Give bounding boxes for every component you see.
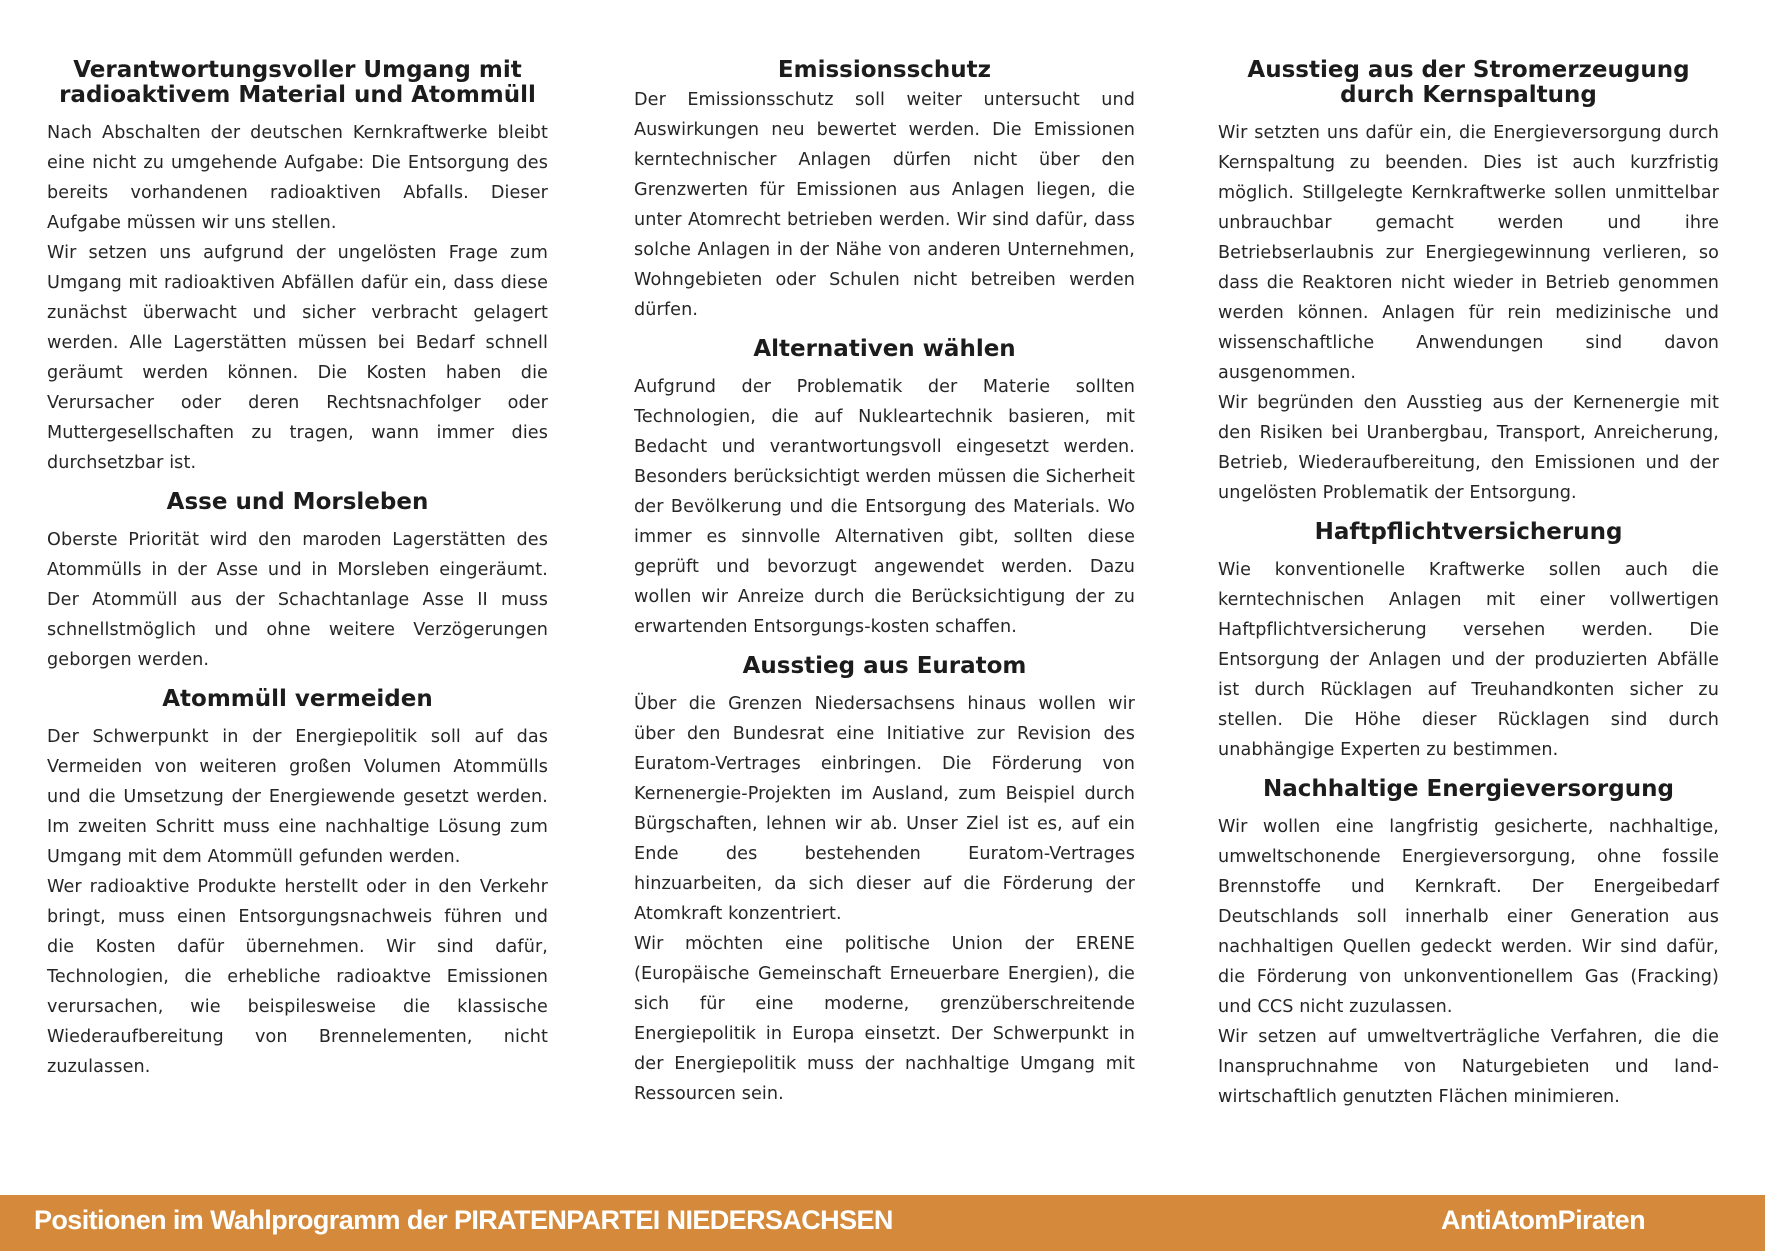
paragraph: Wir setzen uns aufgrund der ungelösten Frage zum Umgang mit radioaktiven Abfällen dafür ein, dass diese zunächst überwacht und sicher verbracht gelagert werden. Alle Lagerstätten müssen bei Bedarf schnell geräumt werden können. Die Kosten haben die Verursacher oder deren Rechtsnachfolger oder Muttergesellschaften zu tragen, wann immer dies durchsetzbar ist. <box>47 243 548 473</box>
footer-program-title: Positionen im Wahlprogramm der PIRATENPARTEI NIEDERSACHSEN <box>34 1205 893 1235</box>
section-heading: Atommüll vermeiden <box>162 686 433 712</box>
section-heading <box>47 58 548 108</box>
paragraph: Über die Grenzen Niedersachsens hinaus wollen wir über den Bundesrat eine Initiative zur Revision des Euratom-Vertrages einbringen. Die Förderung von Kernenergie-Projekten im Ausland, zum Beispiel durch Bürgschaften, lehnen wir ab. Unser Ziel ist es, auf ein Ende des bestehenden Euratom-Vertrages hinzuarbeiten, da sich dieser auf die Förderung der Atomkraft konzentriert. <box>634 694 1135 924</box>
paragraph: Wie konventionelle Kraftwerke sollen auch die kerntechnischen Anlagen mit einer vollwertigen Haftpflichtversicherung versehen werden. Die Entsorgung der Anlagen und der produzierten Abfälle ist durch Rücklagen auf Treuhandkonten sicher zu stellen. Die Höhe dieser Rücklagen sind durch unabhängige Experten zu bestimmen. <box>1218 560 1719 760</box>
section-ausstieg-aus-euratom <box>634 654 1135 1109</box>
section-heading <box>1218 58 1719 108</box>
heading-line: durch Kernspaltung <box>1340 82 1597 108</box>
section-heading: Asse und Morsleben <box>166 489 429 515</box>
paragraph: Der Emissionsschutz soll weiter untersucht und Auswirkungen neu bewertet werden. Die Emissionen kerntechnischer Anlagen dürfen nicht über den Grenzwerten für Emissionen aus Anlagen liegen, die unter Atomrecht betrieben werden. Wir sind dafür, dass solche Anlagen in der Nähe von anderen Unternehmen, Wohngebieten oder Schulen nicht betreiben werden dürfen. <box>634 90 1135 320</box>
section-heading: Haftpflichtversicherung <box>1314 519 1623 545</box>
paragraph: Wir möchten eine politische Union der ERENE (Europäische Gemeinschaft Erneuerbare Energien), die sich für eine moderne, grenzüberschreitende Energiepolitik in Europa einsetzt. Der Schwerpunkt in der Energiepolitik muss der nachhaltige Umgang mit Ressourcen sein. <box>634 934 1135 1104</box>
paragraph: Wir wollen eine langfristig gesicherte, nachhaltige, umweltschonende Energieversorgung, ohne fossile Brennstoffe und Kernkraft. Der Energeibedarf Deutschlands soll innerhalb einer Generation aus nachhaltigen Quellen gedeckt werden. Wir sind dafür, die Förderung von unkonventionellem Gas (Fracking) und CCS nicht zuzulassen. <box>1218 817 1719 1017</box>
section-heading: Nachhaltige Energieversorgung <box>1263 776 1674 802</box>
paragraph: Wir begründen den Ausstieg aus der Kernenergie mit den Risiken bei Uranbergbau, Transport, Anreicherung, Betrieb, Wiederaufbereitung, den Emissionen und der ungelösten Problematik der Entsorgung. <box>1218 393 1719 503</box>
paragraph: Nach Abschalten der deutschen Kernkraftwerke bleibt eine nicht zu umgehende Aufgabe: Die Entsorgung des bereits vorhandenen radioaktiven Abfalls. Dieser Aufgabe müssen wir uns stellen. <box>47 123 548 233</box>
section-heading: Alternativen wählen <box>753 336 1016 362</box>
section-emissionsschutz <box>634 58 1135 325</box>
section-alternativen-waehlen <box>634 337 1135 642</box>
paragraph: Wir setzen auf umweltverträgliche Verfahren, die die Inanspruchnahme von Naturgebieten und land-wirtschaftlich genutzten Flächen minimieren. <box>1218 1027 1719 1107</box>
section-ausstieg-stromerzeugung <box>1218 58 1719 508</box>
column-middle <box>634 58 1135 1109</box>
section-haftpflichtversicherung <box>1218 520 1719 765</box>
column-right <box>1218 58 1719 1112</box>
heading-line: Verantwortungsvoller Umgang mit <box>73 57 522 83</box>
footer-banner <box>0 1195 1765 1251</box>
section-atommuell-vermeiden <box>47 687 548 1082</box>
heading-line: radioaktivem Material und Atommüll <box>59 82 536 108</box>
section-heading: Emissionsschutz <box>777 57 992 83</box>
section-asse-und-morsleben <box>47 490 548 675</box>
paragraph: Oberste Priorität wird den maroden Lagerstätten des Atommülls in der Asse und in Morsleben eingeräumt. Der Atommüll aus der Schachtanlage Asse II muss schnellstmöglich und ohne weitere Verzögerungen geborgen werden. <box>47 530 548 670</box>
heading-line: Ausstieg aus der Stromerzeugung <box>1247 57 1690 83</box>
paragraph: Wir setzten uns dafür ein, die Energieversorgung durch Kernspaltung zu beenden. Dies ist auch kurzfristig möglich. Stillgelegte Kernkraftwerke sollen unmittelbar unbrauchbar gemacht werden und ihre Betriebserlaubnis zur Energiegewinnung verlieren, so dass die Reaktoren nicht wieder in Betrieb genommen werden können. Anlagen für rein medizinische und wissenschaftliche Anwendungen sind davon ausgenommen. <box>1218 123 1719 383</box>
footer-brand: AntiAtomPiraten <box>1440 1205 1645 1235</box>
paragraph: Aufgrund der Problematik der Materie sollten Technologien, die auf Nukleartechnik basieren, mit Bedacht und verantwortungsvoll eingesetzt werden. Besonders berücksichtigt werden müssen die Sicherheit der Bevölkerung und die Entsorgung des Materials. Wo immer es sinnvolle Alternativen gibt, sollten diese geprüft und bevorzugt angewendet werden. Dazu wollen wir Anreize durch die Berücksichtigung der zu erwartenden Entsorgungs-kosten schaffen. <box>634 377 1135 637</box>
paragraph: Der Schwerpunkt in der Energiepolitik soll auf das Vermeiden von weiteren großen Volumen Atommülls und die Umsetzung der Energiewende gesetzt werden. Im zweiten Schritt muss eine nachhaltige Lösung zum Umgang mit dem Atommüll gefunden werden. <box>47 727 548 867</box>
section-nachhaltige-energieversorgung <box>1218 777 1719 1112</box>
section-heading: Ausstieg aus Euratom <box>742 653 1027 679</box>
section-verantwortungsvoller-umgang <box>47 58 548 478</box>
column-left <box>47 58 548 1082</box>
paragraph: Wer radioaktive Produkte herstellt oder in den Verkehr bringt, muss einen Entsorgungsnachweis führen und die Kosten dafür übernehmen. Wir sind dafür, Technologien, die erhebliche radioaktve Emissionen verursachen, wie beispilesweise die klassische Wiederaufbereitung von Brennelementen, nicht zuzulassen. <box>47 877 548 1077</box>
